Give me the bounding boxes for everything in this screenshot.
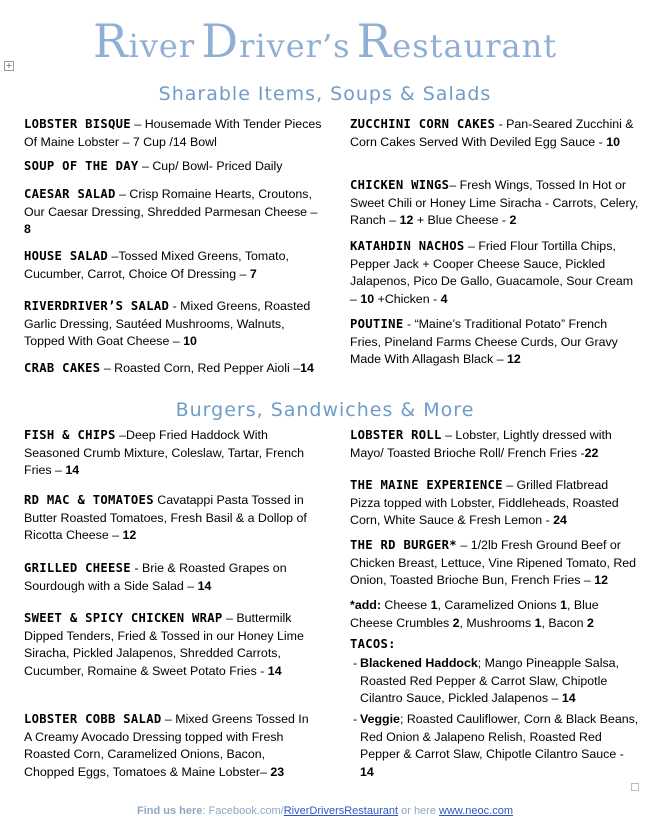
restaurant-title: River Driver’s Restaurant: [92, 14, 558, 68]
menu-item-lobster-roll: LOBSTER ROLL – Lobster, Lightly dressed with Mayo/ Toasted Brioche Roll/ French Fries -22: [350, 428, 612, 460]
menu-item-rd-mac-and-tomatoes: RD MAC & TOMATOES Cavatappi Pasta Tossed in Butter Roasted Tomatoes, Fresh Basil & a Dollop of Ricotta Cheese – 12: [24, 493, 307, 542]
burger-addons: *add: Cheese 1, Caramelized Onions 1, Blue Cheese Crumbles 2, Mushrooms 1, Bacon 2: [350, 598, 599, 630]
taco-veggie: - Veggie; Roasted Cauliflower, Corn & Black Beans, Red Onion & Jalapeno Relish, Roasted Red Pepper & Carrot Slaw, Chipotle Cilantro Sauce - 14: [353, 712, 639, 779]
menu-item-riverdrivers-salad: RIVERDRIVER’S SALAD - Mixed Greens, Roasted Garlic Dressing, Sautéed Mushrooms, Walnuts, Topped With Goat Cheese – 10: [24, 299, 311, 348]
menu-item-crab-cakes: CRAB CAKES – Roasted Corn, Red Pepper Aioli –14: [24, 361, 314, 375]
table-resize-handle-icon[interactable]: [631, 783, 639, 791]
section-heading-burgers: Burgers, Sandwiches & More: [175, 399, 475, 421]
menu-item-zucchini-corn-cakes: ZUCCHINI CORN CAKES - Pan-Seared Zucchini & Corn Cakes Served With Deviled Egg Sauce - 10: [350, 117, 634, 149]
menu-item-poutine: POUTINE - “Maine’s Traditional Potato” French Fries, Pineland Farms Cheese Curds, Our Gravy Made With Allagash Black – 12: [350, 317, 618, 366]
table-move-handle-icon[interactable]: +: [5, 61, 13, 70]
bullet-dash: -: [353, 656, 358, 670]
bullet-dash: -: [353, 712, 358, 726]
menu-item-lobster-bisque: LOBSTER BISQUE – Housemade With Tender Pieces Of Maine Lobster – 7 Cup /14 Bowl: [24, 117, 322, 149]
section-heading-sharable: Sharable Items, Soups & Salads: [158, 83, 492, 105]
website-link[interactable]: www.neoc.com: [439, 805, 513, 817]
menu-item-caesar-salad: CAESAR SALAD – Crisp Romaine Hearts, Croutons, Our Caesar Dressing, Shredded Parmesan Cheese – 8: [24, 187, 318, 236]
menu-item-katahdin-nachos: KATAHDIN NACHOS – Fried Flour Tortilla Chips, Pepper Jack + Cooper Cheese Sauce, Pickled Jalapenos, Pico De Gallo, Guacamole, Sour Cream – 10 +Chicken - 4: [350, 239, 634, 306]
menu-item-grilled-cheese: GRILLED CHEESE - Brie & Roasted Grapes on Sourdough with a Side Salad – 14: [24, 561, 287, 593]
menu-item-sweet-spicy-chicken-wrap: SWEET & SPICY CHICKEN WRAP – Buttermilk Dipped Tenders, Fried & Tossed in our Honey Lime Siracha, Pickled Jalapenos, Shredded Carrots, Cucumber, Romaine & Sweet Potato Fries - 14: [24, 611, 304, 678]
menu-item-rd-burger: THE RD BURGER* – 1/2lb Fresh Ground Beef or Chicken Breast, Lettuce, Vine Ripened Tomato, Red Onion, Toasted Brioche Bun, French Fries – 12: [350, 538, 637, 587]
menu-item-chicken-wings: CHICKEN WINGS– Fresh Wings, Tossed In Hot or Sweet Chili or Honey Lime Siracha - Carrots, Celery, Ranch – 12 + Blue Cheese - 2: [350, 178, 639, 227]
menu-item-fish-and-chips: FISH & CHIPS –Deep Fried Haddock With Seasoned Crumb Mixture, Coleslaw, Tartar, French Fries – 14: [24, 428, 305, 477]
facebook-link[interactable]: RiverDriversRestaurant: [283, 805, 399, 817]
tacos-heading: TACOS:: [350, 637, 396, 651]
menu-item-house-salad: HOUSE SALAD –Tossed Mixed Greens, Tomato, Cucumber, Carrot, Choice Of Dressing – 7: [24, 249, 289, 281]
menu-item-soup-of-the-day: SOUP OF THE DAY – Cup/ Bowl- Priced Daily: [24, 159, 283, 173]
menu-item-lobster-cobb-salad: LOBSTER COBB SALAD – Mixed Greens Tossed In A Creamy Avocado Dressing topped with Fresh Roasted Corn, Caramelized Onions, Bacon, Chopped Eggs, Tomatoes & Maine Lobster– 23: [24, 712, 309, 779]
footer: Find us here: Facebook.com/RiverDriversRestaurant or here www.neoc.com: [137, 805, 513, 817]
taco-blackened-haddock: - Blackened Haddock; Mango Pineapple Salsa, Roasted Red Pepper & Carrot Slaw, Chipotle Cilantro Sauce, Pickled Jalapenos – 14: [353, 656, 619, 705]
menu-item-maine-experience: THE MAINE EXPERIENCE – Grilled Flatbread Pizza topped with Lobster, Fiddleheads, Roasted Corn, White Sauce & Fresh Lemon - 24: [350, 478, 619, 527]
